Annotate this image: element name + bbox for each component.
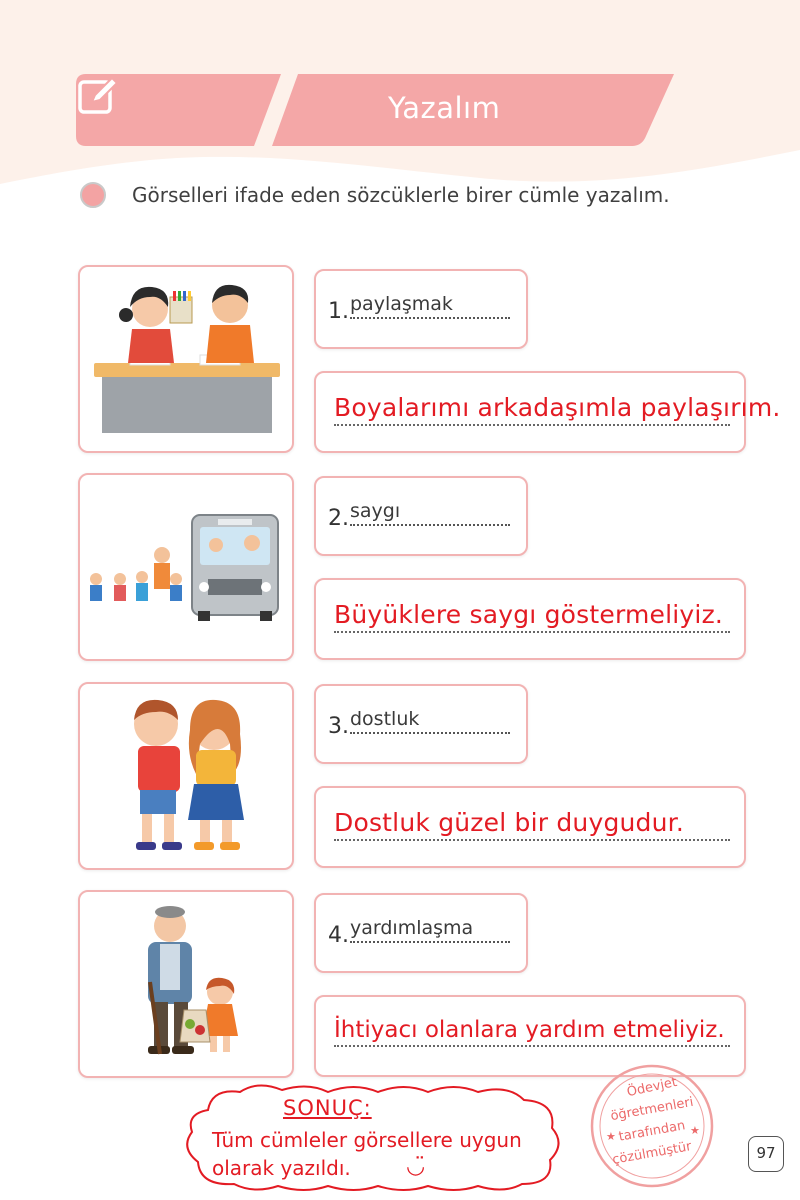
stamp-line-1: Ödevjet	[625, 1074, 679, 1101]
word-answer: dostluk	[350, 708, 510, 734]
stamp-line-2: öğretmenleri	[609, 1094, 695, 1125]
word-number: 3.	[328, 714, 349, 739]
sentence-answer: Dostluk güzel bir duygudur.	[334, 808, 730, 841]
exercise-image-2	[78, 473, 294, 661]
bullet-icon	[80, 182, 106, 208]
conclusion-title: SONUÇ:	[283, 1096, 372, 1120]
children-sharing-crayons-icon	[80, 267, 292, 451]
word-answer: saygı	[350, 500, 510, 526]
page-number: 97	[748, 1136, 784, 1172]
word-card-2	[314, 476, 528, 556]
children-and-school-bus-icon	[80, 475, 292, 659]
page-title: Yazalım	[388, 91, 501, 125]
word-answer: yardımlaşma	[350, 917, 510, 943]
stamp-line-4: çözülmüştür	[611, 1139, 693, 1168]
svg-text:★: ★	[606, 1130, 616, 1143]
word-number: 4.	[328, 923, 349, 948]
sentence-card-2	[314, 578, 746, 660]
conclusion-line-2: olarak yazıldı.	[212, 1156, 351, 1180]
word-card-1	[314, 269, 528, 349]
sentence-card-3	[314, 786, 746, 868]
exercise-image-3	[78, 682, 294, 870]
word-card-4	[314, 893, 528, 973]
word-card-3	[314, 684, 528, 764]
conclusion-cloud	[178, 1080, 568, 1195]
girl-helping-elderly-man-icon	[80, 892, 292, 1076]
sentence-answer: İhtiyacı olanlara yardım etmeliyiz.	[334, 1017, 730, 1047]
children-hugging-icon	[80, 684, 292, 868]
svg-text:★: ★	[690, 1124, 700, 1137]
sentence-answer: Büyüklere saygı göstermeliyiz.	[334, 600, 730, 633]
section-header	[76, 74, 676, 146]
word-answer: paylaşmak	[350, 293, 510, 319]
solution-stamp	[588, 1062, 716, 1190]
word-number: 2.	[328, 506, 349, 531]
sentence-card-1	[314, 371, 781, 453]
word-number: 1.	[328, 299, 349, 324]
sentence-answer: Boyalarımı arkadaşımla paylaşırım.	[334, 393, 730, 426]
exercise-image-1	[78, 265, 294, 453]
stamp-line-3: tarafından	[617, 1118, 687, 1145]
pencil-note-icon	[76, 74, 120, 118]
smiley-icon: ◡̈	[406, 1154, 426, 1179]
exercise-image-4	[78, 890, 294, 1078]
conclusion-line-1: Tüm cümleler görsellere uygun	[212, 1128, 522, 1152]
header-banner-shape	[76, 74, 676, 146]
instruction-text: Görselleri ifade eden sözcüklerle birer cümle yazalım.	[132, 183, 670, 207]
